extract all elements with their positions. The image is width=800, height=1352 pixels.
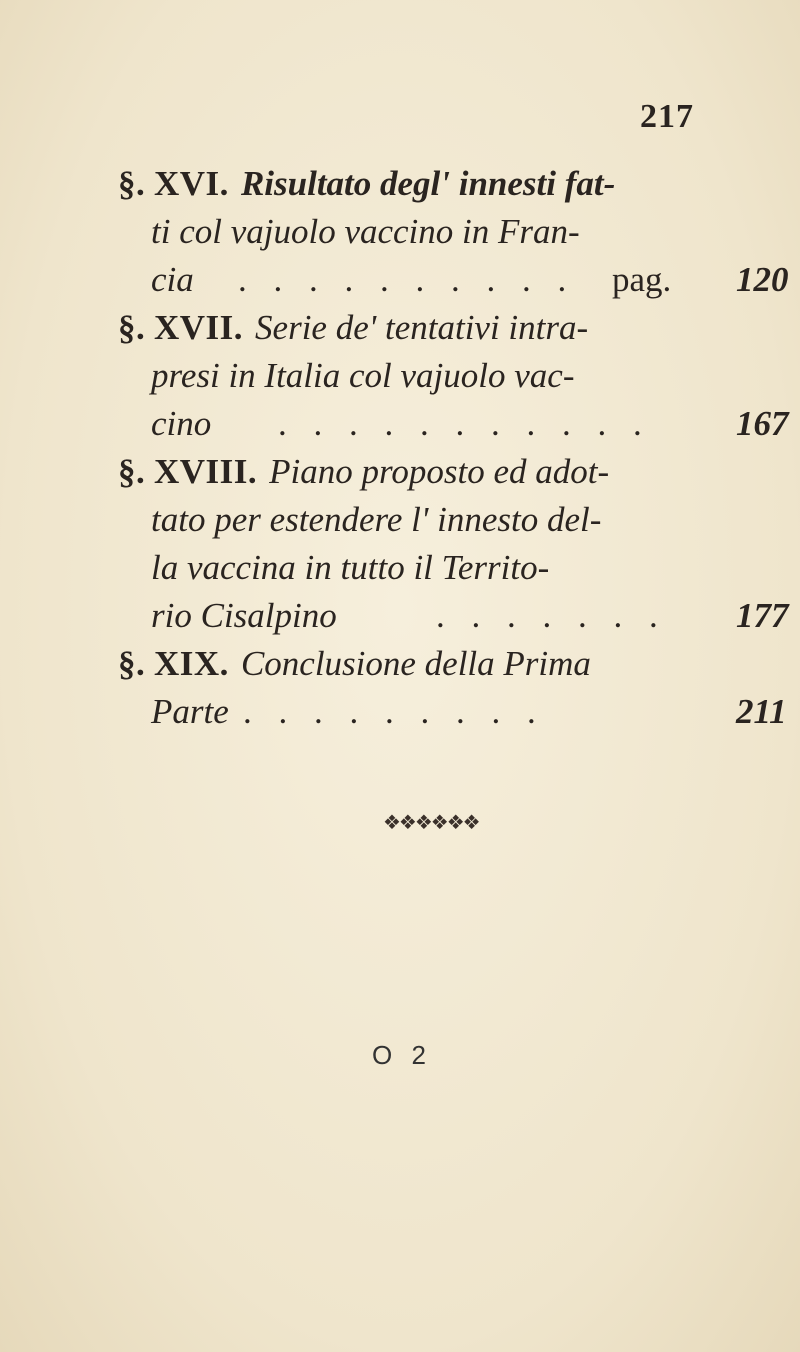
page-reference: 167 [736, 404, 789, 443]
toc-entry-line [118, 640, 678, 688]
section-number: XVIII. [154, 452, 258, 491]
pag-label: pag. [612, 260, 672, 299]
ornament-divider: ❖❖❖❖❖❖ [383, 812, 479, 834]
entry-title-line: cino [151, 404, 212, 443]
section-symbol: §. [118, 644, 146, 683]
toc-entry-line [118, 400, 789, 448]
dot-leader: . . . . . . . [436, 596, 667, 635]
toc-entry-line [118, 496, 678, 544]
entry-title-line: Parte [151, 692, 229, 731]
toc-entry-line [118, 208, 678, 256]
entry-title-line: rio Cisalpino [151, 596, 337, 635]
page-reference: 120 [736, 260, 789, 299]
section-number: XIX. [154, 644, 229, 683]
section-symbol: §. [118, 164, 146, 203]
page-reference: 211 [736, 692, 787, 731]
toc-entry-xvii [118, 304, 789, 448]
toc-entry-xviii [118, 448, 789, 640]
section-symbol: §. [118, 308, 146, 347]
entry-title-line: ti col vajuolo vaccino in Fran- [151, 212, 580, 251]
entry-title-line: Conclusione della Prima [240, 644, 591, 683]
section-number: XVII. [154, 308, 244, 347]
toc-entry-xix [118, 640, 787, 736]
entry-title-line: la vaccina in tutto il Territo- [151, 548, 550, 587]
section-symbol: §. [118, 452, 146, 491]
dot-leader: . . . . . . . . . . [238, 260, 576, 299]
entry-title-line: presi in Italia col vajuolo vac- [151, 356, 575, 395]
dot-leader: . . . . . . . . . [243, 692, 545, 731]
signature-mark: O 2 [372, 1040, 432, 1070]
toc-entry-line [118, 352, 678, 400]
toc-entry-line [118, 688, 787, 736]
toc-entry-line [118, 160, 678, 208]
section-number: XVI. [154, 164, 229, 203]
entry-title-line: Serie de' tentativi intra- [255, 308, 589, 347]
entry-title-line: cia [151, 260, 194, 299]
toc-entry-line [118, 544, 678, 592]
page-reference: 177 [736, 596, 789, 635]
entry-title-line: Risultato degl' innesti fat- [240, 164, 616, 203]
toc-entry-line [118, 304, 678, 352]
toc-entry-line [118, 256, 789, 304]
table-of-contents [118, 160, 789, 736]
toc-entry-line [118, 448, 678, 496]
dot-leader: . . . . . . . . . . . [278, 404, 651, 443]
entry-title-line: Piano proposto ed adot- [269, 452, 610, 491]
toc-entry-line [118, 592, 789, 640]
entry-title-line: tato per estendere l' innesto del- [151, 500, 602, 539]
page-number: 217 [640, 98, 694, 135]
toc-entry-xvi [118, 160, 789, 304]
